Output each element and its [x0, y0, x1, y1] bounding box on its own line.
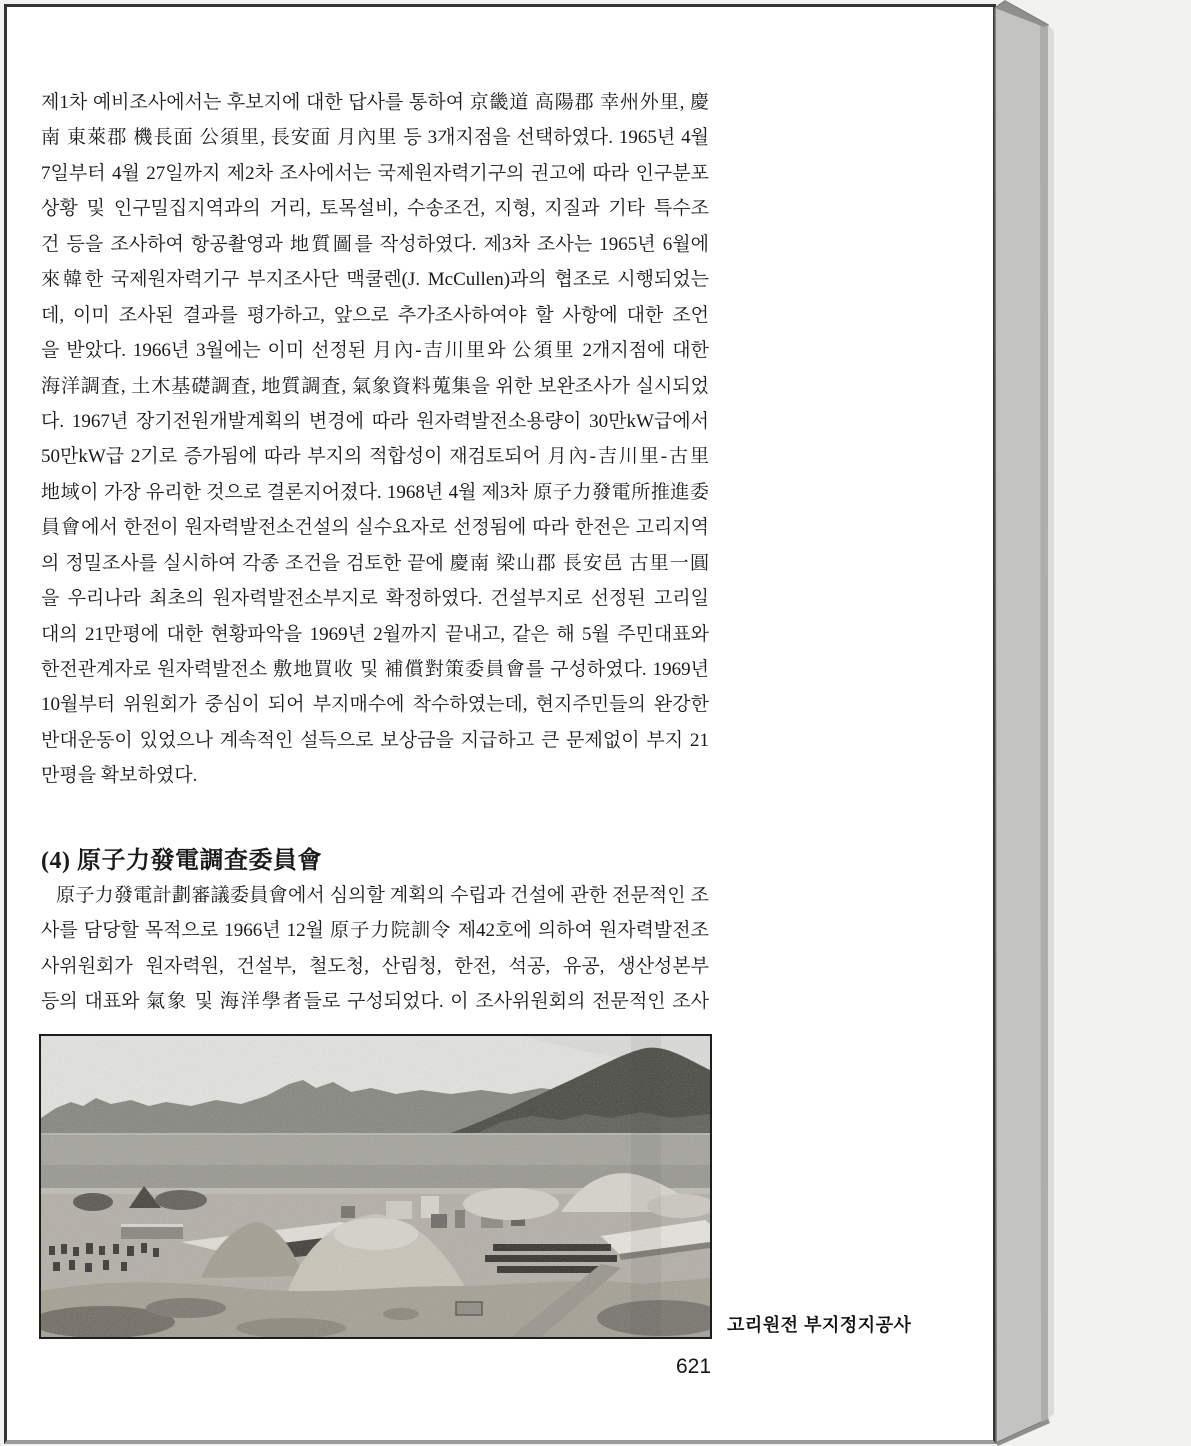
paragraph-2	[41, 878, 709, 1020]
text-line: 건 등을 조사하여 항공촬영과 地質圖를 작성하였다. 제3차 조사는 1965년 6월에	[41, 233, 709, 255]
text-line: 을 우리나라 최초의 원자력발전소부지로 확정하였다. 건설부지로 선정된 고리일	[41, 588, 709, 610]
text-line: 을 받았다. 1966년 3월에는 이미 선정된 月內-吉川里와 公須里 2개지점에 대한	[41, 340, 709, 362]
text-line: 만평을 확보하였다.	[41, 765, 198, 787]
text-line: 海洋調査, 土木基礎調査, 地質調査, 氣象資料蒐集을 위한 보완조사가 실시되었	[41, 375, 709, 397]
text-line: 來韓한 국제원자력기구 부지조사단 맥쿨렌(J. McCullen)과의 협조로 시행되었는	[41, 269, 709, 291]
text-line: 사를 담당할 목적으로 1966년 12월 原子力院訓令 제42호에 의하여 원자력발전조	[41, 920, 709, 942]
text-line: 다. 1967년 장기전원개발계획의 변경에 따라 원자력발전소용량이 30만kW급에서	[41, 410, 709, 432]
text-line: 제1차 예비조사에서는 후보지에 대한 답사를 통하여 京畿道 高陽郡 幸州外里, 慶	[41, 92, 709, 113]
text-line: 50만kW급 2기로 증가됨에 따라 부지의 적합성이 재검토되어 月內-吉川里-古里	[41, 446, 709, 468]
section-heading: (4) 原子力發電調査委員會	[41, 848, 322, 874]
text-line: 員會에서 한전이 원자력발전소건설의 실수요자로 선정됨에 따라 한전은 고리지역	[41, 517, 709, 539]
site-photo-illustration	[41, 1036, 710, 1337]
text-line: 原子力發電計劃審議委員會에서 심의할 계획의 수립과 건설에 관한 전문적인 조	[56, 885, 709, 906]
text-line: 南 東萊郡 機長面 公須里, 長安面 月內里 등 3개지점을 선택하였다. 1965년 4월	[41, 127, 709, 149]
text-line: 데, 이미 조사된 결과를 평가하고, 앞으로 추가조사하여야 할 사항에 대한 조언	[41, 304, 709, 326]
page-number: 621	[676, 1355, 712, 1378]
text-line: 地域이 가장 유리한 것으로 결론지어졌다. 1968년 4월 제3차 原子力發電所推進委	[41, 481, 709, 503]
text-line: 한전관계자로 원자력발전소 敷地買收 및 補償對策委員會를 구성하였다. 1969년	[41, 659, 709, 680]
text-line: 등의 대표와 氣象 및 海洋學者들로 구성되었다. 이 조사위원회의 전문적인 조사	[41, 991, 709, 1013]
site-photo	[39, 1034, 712, 1339]
text-line: 대의 21만평에 대한 현황파악을 1969년 2월까지 끝내고, 같은 해 5월 주민대표와	[41, 623, 709, 645]
text-line: 상황 및 인구밀집지역과의 거리, 토목설비, 수송조건, 지형, 지질과 기타 특수조	[41, 198, 709, 220]
text-line: 반대운동이 있었으나 계속적인 설득으로 보상금을 지급하고 큰 문제없이 부지 21	[41, 729, 709, 751]
text-line: 사위원회가 원자력원, 건설부, 철도청, 산림청, 한전, 석공, 유공, 생산성본부	[41, 955, 709, 977]
text-line: 의 정밀조사를 실시하여 각종 조건을 검토한 끝에 慶南 梁山郡 長安邑 古里一圓	[41, 552, 709, 574]
text-line: 10월부터 위원회가 중심이 되어 부지매수에 착수하였는데, 현지주민들의 완강한	[41, 694, 709, 716]
photo-caption: 고리원전 부지정지공사	[727, 1315, 912, 1335]
text-line: 7일부터 4월 27일까지 제2차 조사에서는 국제원자력기구의 권고에 따라 인구분포	[41, 162, 709, 184]
paragraph-1	[41, 85, 709, 794]
